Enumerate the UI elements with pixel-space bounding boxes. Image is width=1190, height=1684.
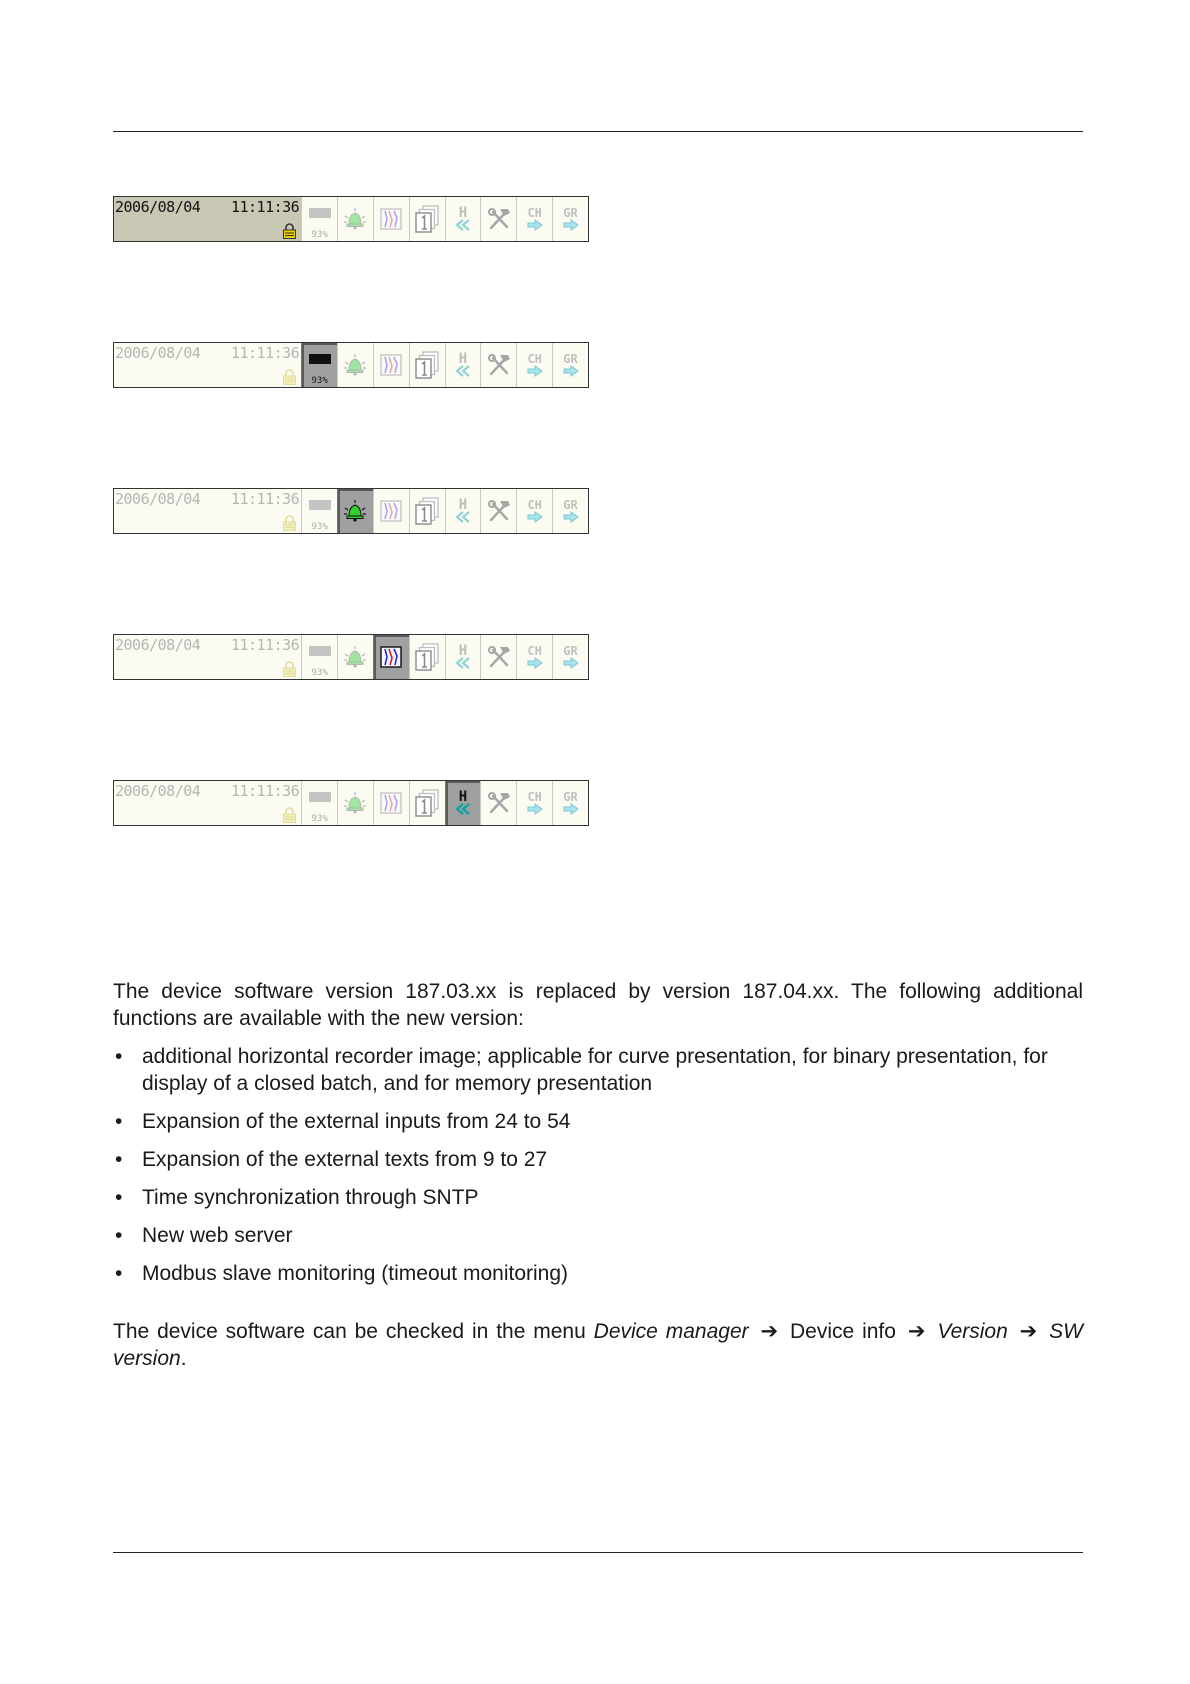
setup-button[interactable]: [480, 343, 516, 387]
intro-paragraph: The device software version 187.03.xx is replaced by version 187.04.xx. The following additional functions are available with the new version:: [113, 980, 1083, 1030]
pages-button[interactable]: [409, 343, 445, 387]
arrow-right-icon: ➔: [1019, 1320, 1038, 1343]
chart-display-icon: [379, 499, 403, 523]
channel-button[interactable]: [516, 343, 552, 387]
list-item: • Time synchronization through SNTP: [113, 1184, 1083, 1211]
bell-icon: [342, 353, 368, 377]
channel-icon: [526, 645, 544, 669]
channel-label: CH: [527, 498, 542, 512]
memory-button[interactable]: [301, 343, 337, 387]
alarm-button[interactable]: [337, 197, 373, 241]
memory-card-icon: [308, 644, 332, 658]
channel-label: CH: [527, 790, 542, 804]
rewind-icon: [454, 657, 472, 669]
history-icon: [454, 353, 472, 377]
memory-percent-text: 93%: [311, 814, 328, 824]
channel-button[interactable]: [516, 489, 552, 533]
datetime-field[interactable]: [114, 343, 301, 387]
history-button[interactable]: [445, 781, 481, 825]
arrow-right-icon: [526, 657, 544, 669]
group-label: GR: [563, 498, 578, 512]
alarm-button[interactable]: [337, 489, 373, 533]
bell-icon: [342, 645, 368, 669]
channel-label: CH: [527, 352, 542, 366]
channel-button[interactable]: [516, 197, 552, 241]
memory-card-icon: [308, 790, 332, 804]
setup-button[interactable]: [480, 781, 516, 825]
group-label: GR: [563, 206, 578, 220]
history-label: H: [458, 789, 468, 805]
pages-icon: [414, 643, 440, 671]
status-bar-alarm-selected: [113, 488, 589, 534]
arrow-right-icon: [562, 365, 580, 377]
setup-button[interactable]: [480, 197, 516, 241]
date-text: 2006/08/04: [115, 198, 201, 216]
rewind-icon: [454, 803, 472, 815]
group-button[interactable]: [552, 781, 588, 825]
memory-percent-text: 93%: [311, 668, 328, 678]
arrow-right-icon: [562, 219, 580, 231]
chart-display-icon: [379, 207, 403, 231]
list-item: • Expansion of the external texts from 9 to 27: [113, 1146, 1083, 1173]
channel-label: CH: [527, 206, 542, 220]
channel-label: CH: [527, 644, 542, 658]
list-item: • Modbus slave monitoring (timeout monitoring): [113, 1260, 1083, 1287]
history-button[interactable]: [445, 197, 481, 241]
group-button[interactable]: [552, 343, 588, 387]
list-item: • Expansion of the external inputs from 24 to 54: [113, 1108, 1083, 1135]
menu-device-info: Device info: [790, 1320, 896, 1343]
channel-icon: [526, 791, 544, 815]
channel-button[interactable]: [516, 781, 552, 825]
group-label: GR: [563, 644, 578, 658]
group-label: GR: [563, 790, 578, 804]
history-label: H: [458, 643, 468, 659]
display-button[interactable]: [373, 343, 409, 387]
footer-rule: [113, 1552, 1083, 1553]
arrow-right-icon: [526, 365, 544, 377]
memory-card-icon: [308, 498, 332, 512]
datetime-field[interactable]: [114, 489, 301, 533]
alarm-button[interactable]: [337, 343, 373, 387]
group-button[interactable]: [552, 489, 588, 533]
history-label: H: [458, 205, 468, 221]
lock-icon: [283, 515, 296, 531]
history-label: H: [458, 351, 468, 367]
menu-path-suffix: .: [180, 1347, 187, 1370]
menu-sw-version: SW version: [113, 1320, 1083, 1370]
group-icon: [562, 645, 580, 669]
list-item: • additional horizontal recorder image; applicable for curve presentation, for binary presentation, for display of a closed batch, and for memory presentation: [113, 1043, 1083, 1097]
chart-display-icon: [379, 645, 403, 669]
setup-button[interactable]: [480, 635, 516, 679]
status-bar-history-selected: [113, 780, 589, 826]
header-rule: [113, 131, 1083, 132]
menu-version: Version: [937, 1320, 1008, 1343]
memory-button[interactable]: [301, 635, 337, 679]
menu-path-prefix: The device software can be checked in the menu: [113, 1320, 594, 1343]
time-text: 11:11:36: [230, 636, 300, 654]
arrow-right-icon: [526, 219, 544, 231]
history-button[interactable]: [445, 343, 481, 387]
status-bar-datetime-selected: [113, 196, 589, 242]
time-text: 11:11:36: [230, 198, 300, 216]
lock-icon: [283, 369, 296, 385]
group-icon: [562, 353, 580, 377]
memory-button[interactable]: [301, 489, 337, 533]
history-button[interactable]: [445, 489, 481, 533]
arrow-right-icon: ➔: [907, 1320, 926, 1343]
history-icon: [454, 499, 472, 523]
time-text: 11:11:36: [230, 490, 300, 508]
lock-icon: [283, 807, 296, 823]
arrow-right-icon: [562, 511, 580, 523]
history-button[interactable]: [445, 635, 481, 679]
time-text: 11:11:36: [230, 782, 300, 800]
datetime-field[interactable]: [114, 781, 301, 825]
channel-icon: [526, 207, 544, 231]
group-button[interactable]: [552, 635, 588, 679]
display-button[interactable]: [373, 489, 409, 533]
memory-button[interactable]: [301, 781, 337, 825]
feature-list: [113, 1043, 1083, 1298]
bell-icon: [342, 791, 368, 815]
channel-icon: [526, 499, 544, 523]
memory-percent-text: 93%: [311, 230, 328, 240]
arrow-right-icon: [526, 803, 544, 815]
status-bar-memory-selected: [113, 342, 589, 388]
pages-button[interactable]: [409, 635, 445, 679]
alarm-button[interactable]: [337, 781, 373, 825]
chart-display-icon: [379, 353, 403, 377]
pages-icon: [414, 205, 440, 233]
pages-button[interactable]: [409, 197, 445, 241]
history-icon: [454, 791, 472, 815]
pages-icon: [414, 351, 440, 379]
tools-icon: [486, 206, 512, 232]
display-button[interactable]: [373, 635, 409, 679]
date-text: 2006/08/04: [115, 636, 201, 654]
arrow-right-icon: [526, 511, 544, 523]
rewind-icon: [454, 511, 472, 523]
rewind-icon: [454, 219, 472, 231]
alarm-button[interactable]: [337, 635, 373, 679]
arrow-right-icon: [562, 657, 580, 669]
history-icon: [454, 207, 472, 231]
lock-icon: [283, 661, 296, 677]
memory-card-icon: [308, 206, 332, 220]
display-button[interactable]: [373, 781, 409, 825]
menu-device-manager: Device manager: [593, 1320, 749, 1343]
memory-button[interactable]: [301, 197, 337, 241]
date-text: 2006/08/04: [115, 782, 201, 800]
group-label: GR: [563, 352, 578, 366]
channel-button[interactable]: [516, 635, 552, 679]
status-bar-display-selected: [113, 634, 589, 680]
datetime-field[interactable]: [114, 197, 301, 241]
history-label: H: [458, 497, 468, 513]
memory-percent-text: 93%: [311, 522, 328, 532]
tools-icon: [486, 644, 512, 670]
group-button[interactable]: [552, 197, 588, 241]
tools-icon: [486, 352, 512, 378]
group-icon: [562, 791, 580, 815]
pages-icon: [414, 789, 440, 817]
datetime-field[interactable]: [114, 635, 301, 679]
rewind-icon: [454, 365, 472, 377]
group-icon: [562, 499, 580, 523]
setup-button[interactable]: [480, 489, 516, 533]
history-icon: [454, 645, 472, 669]
group-icon: [562, 207, 580, 231]
date-text: 2006/08/04: [115, 490, 201, 508]
lock-icon: [283, 223, 296, 239]
arrow-right-icon: ➔: [760, 1320, 779, 1343]
memory-card-icon: [308, 352, 332, 366]
pages-button[interactable]: [409, 489, 445, 533]
memory-percent-text: 93%: [311, 376, 328, 386]
channel-icon: [526, 353, 544, 377]
date-text: 2006/08/04: [115, 344, 201, 362]
bell-icon: [342, 207, 368, 231]
menu-path-paragraph: [113, 1318, 1083, 1372]
tools-icon: [486, 790, 512, 816]
chart-display-icon: [379, 791, 403, 815]
tools-icon: [486, 498, 512, 524]
time-text: 11:11:36: [230, 344, 300, 362]
bell-icon: [342, 499, 368, 523]
pages-icon: [414, 497, 440, 525]
list-item: • New web server: [113, 1222, 1083, 1249]
display-button[interactable]: [373, 197, 409, 241]
pages-button[interactable]: [409, 781, 445, 825]
arrow-right-icon: [562, 803, 580, 815]
